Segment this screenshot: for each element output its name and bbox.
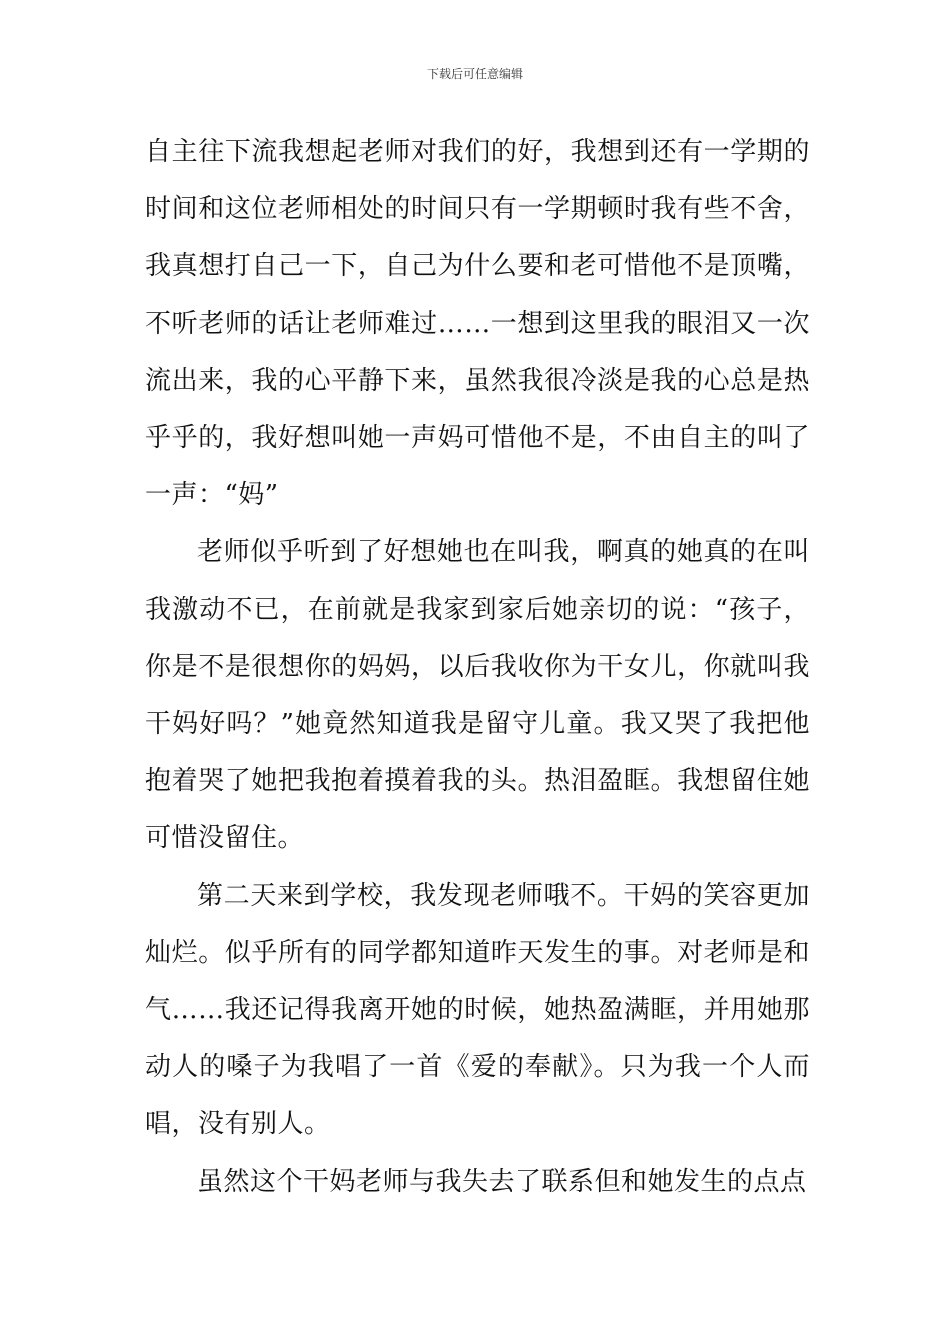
paragraph-4: 虽然这个干妈老师与我失去了联系但和她发生的点点 [197,1166,807,1197]
paragraph-1: 自主往下流我想起老师对我们的好，我想到还有一学期的时间和这位老师相处的时间只有一学期顿时我有些不舍，我真想打自己一下，自己为什么要和老可惜他不是顶嘴，不听老师的话让老师难过……一想到这里我的眼泪又一次流出来，我的心平静下来，虽然我很冷淡是我的心总是热乎乎的，我好想叫她一声妈可惜他不是，不由自主的叫了一声：“妈” [145,137,810,511]
paragraph-3: 第二天来到学校，我发现老师哦不。干妈的笑容更加灿烂。似乎所有的同学都知道昨天发生的事。对老师是和气……我还记得我离开她的时候，她热盈满眶，并用她那动人的嗓子为我唱了一首《爱的奉献》。只为我一个人而唱，没有别人。 [145,880,810,1140]
paragraph-2: 老师似乎听到了好想她也在叫我，啊真的她真的在叫我激动不已，在前就是我家到家后她亲切的说：“孩子，你是不是很想你的妈妈，以后我收你为干女儿，你就叫我干妈好吗？”她竟然知道我是留守儿童。我又哭了我把他抱着哭了她把我抱着摸着我的头。热泪盈眶。我想留住她可惜没留住。 [145,537,810,854]
page-header: 下载后可任意编辑 [426,67,523,81]
document-body [145,124,810,1211]
